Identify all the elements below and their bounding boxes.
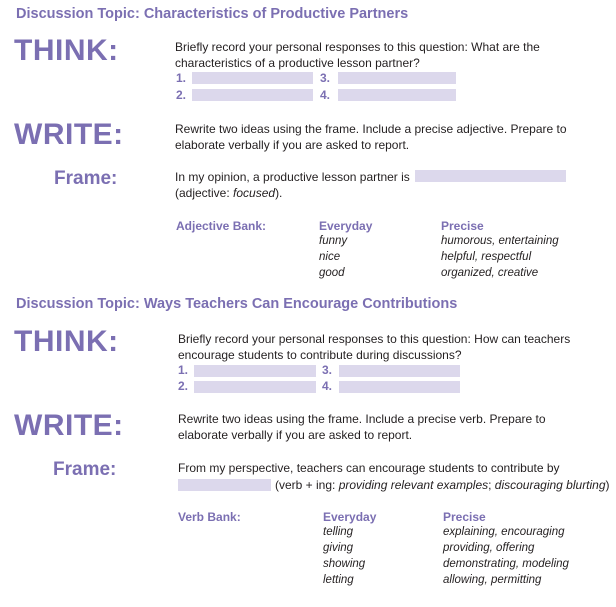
section2-precise-words: demonstrating, modeling: [443, 558, 569, 570]
section2-frame-hint-separator: ;: [488, 478, 495, 492]
section1-frame-hint-prefix: (adjective:: [175, 186, 234, 200]
section2-precise-words: explaining, encouraging: [443, 526, 565, 538]
section1-number-2: 2.: [176, 88, 187, 102]
section2-number-1: 1.: [178, 363, 189, 377]
section1-think-prompt: Briefly record your personal responses to this question: What are the characteristics of a productive lesson partner?: [175, 40, 540, 70]
section1-frame-hint: [175, 185, 282, 201]
section1-everyday-word: nice: [319, 251, 341, 263]
section2-frame-hint: [275, 477, 610, 493]
section2-everyday-word: giving: [323, 542, 354, 554]
section2-think-label: THINK:: [14, 325, 119, 358]
section2-everyday-word: telling: [323, 526, 354, 538]
section1-topic-title: Discussion Topic: Characteristics of Productive Partners: [16, 6, 409, 22]
section1-response-blank-4[interactable]: [338, 89, 456, 101]
section2-everyday-word: showing: [323, 558, 366, 570]
section1-bank-precise-header: Precise: [441, 219, 484, 233]
section1-response-blank-3[interactable]: [338, 72, 456, 84]
section2-bank-precise-header: Precise: [443, 510, 486, 524]
section2-bank-title: Verb Bank:: [178, 510, 241, 524]
section1-write-prompt: Rewrite two ideas using the frame. Include a precise adjective. Prepare to elaborate verbally if you are asked to report.: [175, 122, 567, 152]
section1-precise-words: organized, creative: [441, 267, 539, 279]
section1-number-4: 4.: [320, 88, 331, 102]
section2-frame-hint-example-2: discouraging blurting: [494, 478, 606, 492]
section2-frame-text: From my perspective, teachers can encourage students to contribute by: [178, 461, 560, 475]
section1-bank-title: Adjective Bank:: [176, 219, 267, 233]
section1-frame-hint-suffix: ).: [275, 186, 283, 200]
section1-response-blank-1[interactable]: [192, 72, 313, 84]
section2-frame-blank[interactable]: [178, 479, 271, 491]
section1-frame-text: In my opinion, a productive lesson partner is: [175, 170, 410, 184]
section2-number-2: 2.: [178, 379, 189, 393]
section2-write-prompt: Rewrite two ideas using the frame. Include a precise verb. Prepare to elaborate verbally if you are asked to report.: [178, 412, 546, 442]
section2-topic-title: Discussion Topic: Ways Teachers Can Encourage Contributions: [16, 296, 458, 312]
section1-bank-everyday-header: Everyday: [319, 219, 373, 233]
section2-response-blank-3[interactable]: [339, 365, 460, 377]
section1-precise-words: humorous, entertaining: [441, 235, 559, 247]
section2-response-blank-2[interactable]: [194, 381, 316, 393]
section2-response-blank-4[interactable]: [339, 381, 460, 393]
section1-write-label: WRITE:: [14, 118, 124, 151]
section1-number-3: 3.: [320, 71, 331, 85]
section2-think-prompt: Briefly record your personal responses to this question: How can teachers encourage students to contribute during discussions?: [178, 332, 571, 362]
section1-frame-hint-example: focused: [233, 186, 276, 200]
section1-number-1: 1.: [176, 71, 187, 85]
section1-response-blank-2[interactable]: [192, 89, 313, 101]
section1-frame-label: Frame:: [54, 168, 118, 189]
section2-everyday-word: letting: [323, 574, 354, 586]
section2-response-blank-1[interactable]: [194, 365, 316, 377]
section1-everyday-word: good: [319, 267, 345, 279]
section2-bank-everyday-header: Everyday: [323, 510, 377, 524]
section1-everyday-word: funny: [319, 235, 348, 247]
section2-write-label: WRITE:: [14, 409, 124, 442]
section1-precise-words: helpful, respectful: [441, 251, 532, 263]
section2-precise-words: allowing, permitting: [443, 574, 542, 586]
section2-frame-hint-example-1: providing relevant examples: [338, 478, 489, 492]
section2-frame-hint-suffix: ): [605, 478, 610, 492]
section2-number-3: 3.: [322, 363, 333, 377]
section2-frame-label: Frame:: [53, 459, 117, 480]
section2-frame-hint-prefix: (verb + ing:: [275, 478, 339, 492]
section2-number-4: 4.: [322, 379, 333, 393]
section2-precise-words: providing, offering: [443, 542, 535, 554]
section1-think-label: THINK:: [14, 34, 119, 67]
section1-frame-blank[interactable]: [415, 170, 566, 182]
